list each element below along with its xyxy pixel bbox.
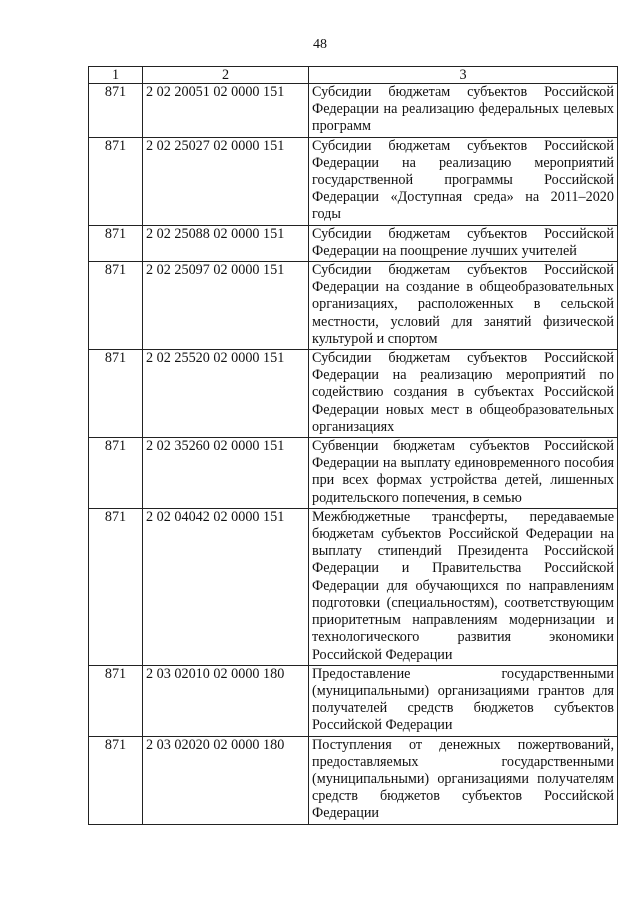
table-row: [89, 350, 618, 438]
description-cell: Субсидии бюджетам субъектов Российской Федерации на реализацию мероприятий государственной программы Российской Федерации «Доступная среда» на 2011–2020 годы: [309, 137, 618, 225]
revenue-code-cell: 2 02 20051 02 0000 151: [143, 84, 309, 138]
admin-code-cell: 871: [89, 137, 143, 225]
revenue-codes-table: [88, 66, 618, 825]
table-row: [89, 438, 618, 509]
revenue-code-cell: 2 02 25088 02 0000 151: [143, 225, 309, 261]
table-row: [89, 262, 618, 350]
table-row: [89, 665, 618, 736]
admin-code-cell: 871: [89, 736, 143, 824]
description-cell: Межбюджетные трансферты, передаваемые бюджетам субъектов Российской Федерации на выплату стипендий Президента Российской Федерации и Правительства Российской Федерации для обучающихся по направлениям подготовки (специальностям), соответствующим приоритетным направлениям модернизации и технологического развития экономики Российской Федерации: [309, 508, 618, 665]
description-cell: Субсидии бюджетам субъектов Российской Федерации на создание в общеобразовательных организациях, расположенных в сельской местности, условий для занятий физической культурой и спортом: [309, 262, 618, 350]
description-cell: Поступления от денежных пожертвований, предоставляемых государственными (муниципальными) организациями получателям средств бюджетов субъектов Российской Федерации: [309, 736, 618, 824]
description-cell: Субсидии бюджетам субъектов Российской Федерации на реализацию федеральных целевых программ: [309, 84, 618, 138]
description-cell: Субсидии бюджетам субъектов Российской Федерации на поощрение лучших учителей: [309, 225, 618, 261]
table-row: [89, 508, 618, 665]
admin-code-cell: 871: [89, 84, 143, 138]
column-header-1: 1: [89, 67, 143, 84]
admin-code-cell: 871: [89, 262, 143, 350]
revenue-code-cell: 2 02 04042 02 0000 151: [143, 508, 309, 665]
description-cell: Субсидии бюджетам субъектов Российской Федерации на реализацию мероприятий по содействию создания в субъектах Российской Федерации новых мест в общеобразовательных организациях: [309, 350, 618, 438]
column-header-3: 3: [309, 67, 618, 84]
table-header-row: [89, 67, 618, 84]
admin-code-cell: 871: [89, 508, 143, 665]
admin-code-cell: 871: [89, 225, 143, 261]
column-header-2: 2: [143, 67, 309, 84]
table-row: [89, 225, 618, 261]
table-row: [89, 84, 618, 138]
admin-code-cell: 871: [89, 350, 143, 438]
revenue-code-cell: 2 02 25027 02 0000 151: [143, 137, 309, 225]
revenue-code-cell: 2 03 02010 02 0000 180: [143, 665, 309, 736]
revenue-code-cell: 2 02 25097 02 0000 151: [143, 262, 309, 350]
admin-code-cell: 871: [89, 665, 143, 736]
admin-code-cell: 871: [89, 438, 143, 509]
table-row: [89, 137, 618, 225]
description-cell: Субвенции бюджетам субъектов Российской Федерации на выплату единовременного пособия при всех формах устройства детей, лишенных родительского попечения, в семью: [309, 438, 618, 509]
description-cell: Предоставление государственными (муниципальными) организациями грантов для получателей средств бюджетов субъектов Российской Федерации: [309, 665, 618, 736]
revenue-code-cell: 2 02 25520 02 0000 151: [143, 350, 309, 438]
revenue-code-cell: 2 02 35260 02 0000 151: [143, 438, 309, 509]
table-row: [89, 736, 618, 824]
revenue-code-cell: 2 03 02020 02 0000 180: [143, 736, 309, 824]
page-number: 48: [313, 37, 327, 52]
